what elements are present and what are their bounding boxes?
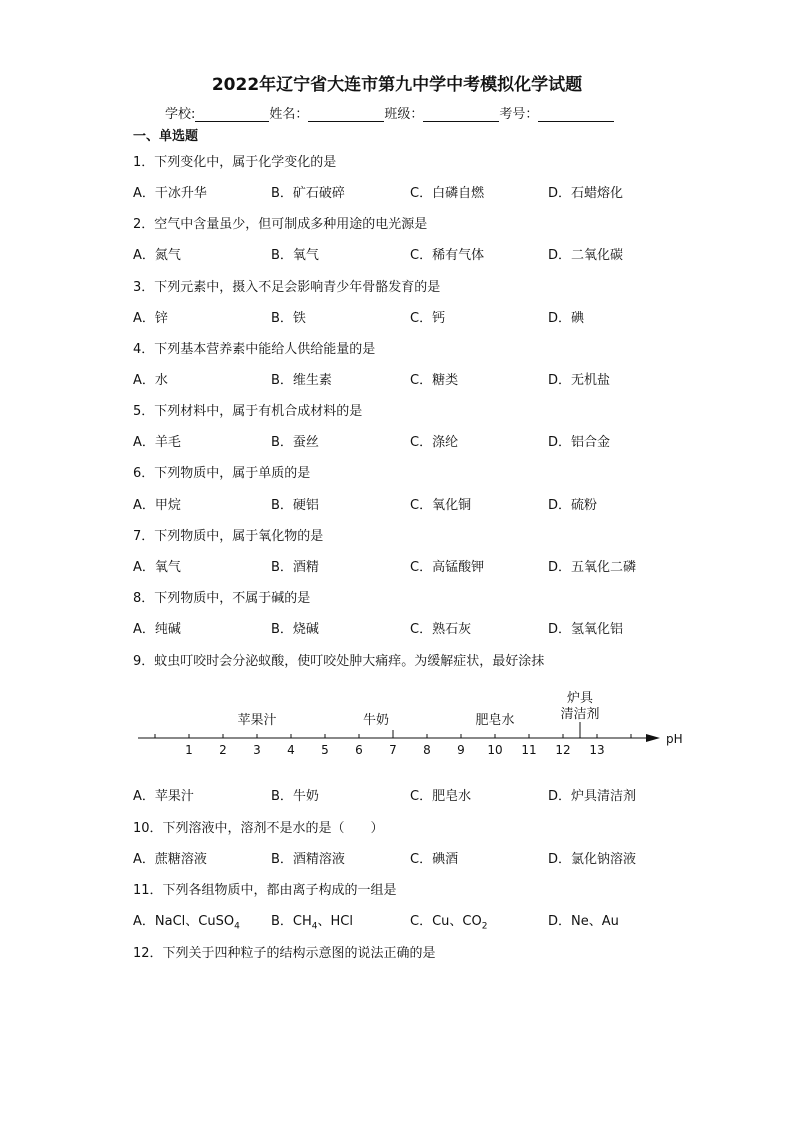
subscript: 4 <box>311 921 318 932</box>
ph-substance-label-line2: 清洁剂 <box>560 707 600 722</box>
question-stem: 2．空气中含量虽少，但可制成多种用途的电光源是 <box>133 217 428 232</box>
question-stem: 5．下列材料中，属于有机合成材料的是 <box>133 404 363 419</box>
option-b[interactable]: B．氧气 <box>271 248 319 263</box>
option-b[interactable]: B．烧碱 <box>271 622 319 637</box>
question-stem: 12．下列关于四种粒子的结构示意图的说法正确的是 <box>133 946 436 961</box>
option-a[interactable] <box>133 910 240 932</box>
option-a-text: A．NaCl、CuSO <box>133 914 235 929</box>
option-d[interactable]: D．氢氧化铝 <box>548 622 624 637</box>
question-stem: 1．下列变化中，属于化学变化的是 <box>133 155 337 170</box>
option-c[interactable] <box>410 910 487 932</box>
option-d[interactable]: D．五氧化二磷 <box>548 560 637 575</box>
option-b[interactable]: B．酒精 <box>271 560 319 575</box>
option-b[interactable]: B．牛奶 <box>271 789 319 804</box>
option-b[interactable]: B．蚕丝 <box>271 435 319 450</box>
ph-substance-label: 肥皂水 <box>475 713 515 728</box>
ph-substance-labels <box>237 690 599 738</box>
ph-ticks <box>155 730 631 757</box>
name-label: 姓名： <box>269 107 309 122</box>
option-c[interactable]: C．稀有气体 <box>410 248 485 263</box>
option-c[interactable]: C．糖类 <box>410 373 459 388</box>
option-b[interactable]: B．维生素 <box>271 373 332 388</box>
question-stem: 10．下列溶液中，溶剂不是水的是（ ） <box>133 821 384 836</box>
ph-tick-label: 13 <box>589 743 605 757</box>
subscript: 4 <box>234 921 240 932</box>
ph-axis-label: pH <box>666 732 683 746</box>
option-c[interactable]: C．涤纶 <box>410 435 459 450</box>
option-b[interactable] <box>271 910 353 932</box>
option-b-text-end: 、HCl <box>317 914 353 929</box>
option-a[interactable]: A．纯碱 <box>133 622 181 637</box>
question-stem: 6．下列物质中，属于单质的是 <box>133 466 311 481</box>
option-b[interactable]: B．硬铝 <box>271 498 319 513</box>
class-label: 班级： <box>384 107 424 122</box>
option-d[interactable]: D．硫粉 <box>548 498 598 513</box>
option-d[interactable]: D．Ne、Au <box>548 914 619 929</box>
ph-axis-arrow <box>646 734 660 742</box>
ph-substance-label: 苹果汁 <box>237 713 277 728</box>
ph-tick-label: 8 <box>423 743 431 757</box>
question-stem: 3．下列元素中，摄入不足会影响青少年骨骼发育的是 <box>133 280 441 295</box>
ph-substance-label: 牛奶 <box>362 713 390 728</box>
ph-tick-label: 7 <box>389 743 397 757</box>
option-a[interactable]: A．氮气 <box>133 248 181 263</box>
school-label: 学校: <box>165 107 196 122</box>
option-d[interactable]: D．铝合金 <box>548 435 611 450</box>
ph-tick-label: 3 <box>253 743 261 757</box>
option-b-text: B．CH <box>271 914 312 929</box>
option-c[interactable]: C．氧化铜 <box>410 498 472 513</box>
option-a[interactable]: A．蔗糖溶液 <box>133 852 207 867</box>
ph-tick-label: 4 <box>287 743 295 757</box>
question-stem: 11．下列各组物质中，都由离子构成的一组是 <box>133 883 397 898</box>
option-d[interactable]: D．石蜡熔化 <box>548 186 624 201</box>
ph-tick-label: 12 <box>555 743 571 757</box>
question-stem: 9．蚊虫叮咬时会分泌蚁酸，使叮咬处肿大痛痒。为缓解症状，最好涂抹 <box>133 654 545 669</box>
option-d[interactable]: D．无机盐 <box>548 373 611 388</box>
option-c[interactable]: C．白磷自燃 <box>410 186 485 201</box>
option-b[interactable]: B．矿石破碎 <box>271 186 345 201</box>
option-b[interactable]: B．酒精溶液 <box>271 852 345 867</box>
option-c[interactable]: C．钙 <box>410 311 446 326</box>
class-blank[interactable] <box>423 107 499 122</box>
section-heading: 一、单选题 <box>133 129 199 144</box>
name-blank[interactable] <box>308 107 384 122</box>
option-d[interactable]: D．氯化钠溶液 <box>548 852 637 867</box>
option-a[interactable]: A．苹果汁 <box>133 789 194 804</box>
option-a[interactable]: A．水 <box>133 373 168 388</box>
option-c[interactable]: C．熟石灰 <box>410 622 472 637</box>
option-d[interactable]: D．二氧化碳 <box>548 248 624 263</box>
ph-tick-label: 11 <box>521 743 537 757</box>
option-c[interactable]: C．肥皂水 <box>410 789 472 804</box>
option-a[interactable]: A．羊毛 <box>133 435 181 450</box>
option-d[interactable]: D．碘 <box>548 311 585 326</box>
question-stem: 7．下列物质中，属于氧化物的是 <box>133 529 324 544</box>
option-c-text: C．Cu、CO <box>410 914 482 929</box>
option-a[interactable]: A．氧气 <box>133 560 181 575</box>
option-a[interactable]: A．锌 <box>133 311 168 326</box>
number-label: 考号： <box>499 107 539 122</box>
ph-substance-label-line1: 炉具 <box>566 691 594 706</box>
school-blank[interactable] <box>195 107 269 122</box>
question-stem: 8．下列物质中，不属于碱的是 <box>133 591 311 606</box>
option-b[interactable]: B．铁 <box>271 311 306 326</box>
page-title: 2022年辽宁省大连市第九中学中考模拟化学试题 <box>211 75 583 95</box>
option-a[interactable]: A．干冰升华 <box>133 186 207 201</box>
ph-tick-label: 5 <box>321 743 329 757</box>
ph-tick-label: 10 <box>487 743 503 757</box>
ph-tick-label: 1 <box>185 743 193 757</box>
option-a[interactable]: A．甲烷 <box>133 498 181 513</box>
ph-scale-diagram <box>133 680 693 770</box>
student-info-line <box>165 103 614 122</box>
number-blank[interactable] <box>538 107 614 122</box>
option-c[interactable]: C．高锰酸钾 <box>410 560 485 575</box>
ph-tick-label: 6 <box>355 743 363 757</box>
ph-tick-label: 9 <box>457 743 465 757</box>
option-c[interactable]: C．碘酒 <box>410 852 459 867</box>
subscript: 2 <box>481 921 488 932</box>
question-stem: 4．下列基本营养素中能给人供给能量的是 <box>133 342 376 357</box>
ph-tick-label: 2 <box>219 743 227 757</box>
option-d[interactable]: D．炉具清洁剂 <box>548 789 637 804</box>
